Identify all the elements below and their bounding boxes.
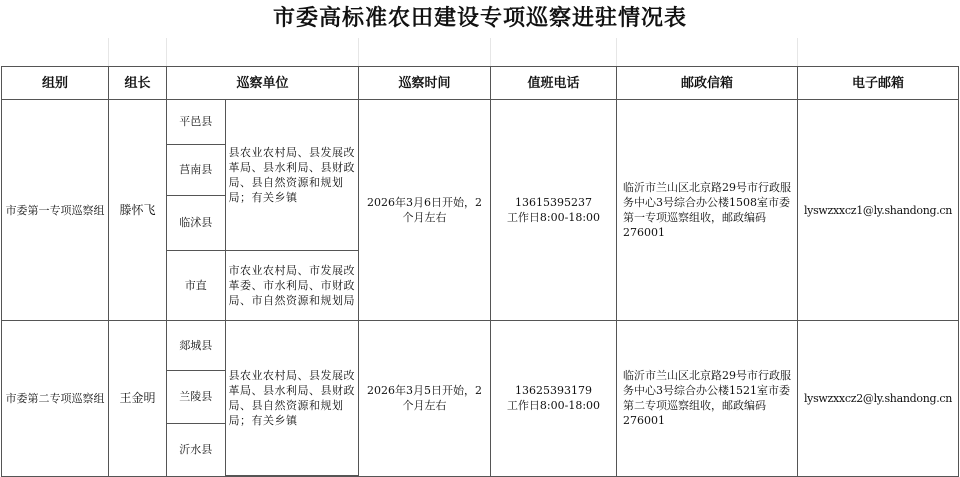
units-cell bbox=[167, 321, 359, 477]
group-name: 市委第二专项巡察组 bbox=[2, 321, 109, 477]
inspection-time: 2026年3月5日开始，2个月左右 bbox=[359, 321, 491, 477]
header-postal: 邮政信箱 bbox=[617, 67, 798, 100]
county-cell: 兰陵县 bbox=[167, 370, 225, 423]
county-cell: 市直 bbox=[167, 250, 225, 320]
page-title: 市委高标准农田建设专项巡察进驻情况表 bbox=[272, 6, 687, 31]
county-cell: 郯城县 bbox=[167, 321, 225, 370]
postal-address: 临沂市兰山区北京路29号市行政服务中心3号综合办公楼1521室市委第二专项巡察组收，邮政编码276001 bbox=[617, 321, 798, 477]
phone-number: 13625393179 bbox=[515, 384, 592, 398]
county-cell: 莒南县 bbox=[167, 144, 225, 195]
county-units-text: 县农业农村局、县发展改革局、县水利局、县财政局、县自然资源和规划局；有关乡镇 bbox=[225, 321, 358, 475]
header-units: 巡察单位 bbox=[167, 67, 359, 100]
group-leader: 王金明 bbox=[109, 321, 167, 477]
phone-cell bbox=[491, 321, 617, 477]
header-time: 巡察时间 bbox=[359, 67, 491, 100]
county-cell: 临沭县 bbox=[167, 195, 225, 250]
header-email: 电子邮箱 bbox=[798, 67, 959, 100]
inspection-table bbox=[1, 66, 959, 477]
county-units-text: 县农业农村局、县发展改革局、县水利局、县财政局、县自然资源和规划局；有关乡镇 bbox=[225, 100, 358, 250]
county-cell: 沂水县 bbox=[167, 423, 225, 475]
inspection-time: 2026年3月6日开始，2个月左右 bbox=[359, 100, 491, 321]
header-phone: 值班电话 bbox=[491, 67, 617, 100]
email-address[interactable]: lyswzxxcz2@ly.shandong.cn bbox=[798, 321, 959, 477]
spacer-row bbox=[0, 38, 960, 66]
phone-hours: 工作日8:00-18:00 bbox=[506, 211, 601, 224]
table-row-group-2 bbox=[2, 321, 959, 477]
county-cell: 平邑县 bbox=[167, 100, 225, 144]
email-address[interactable]: lyswzxxcz1@ly.shandong.cn bbox=[798, 100, 959, 321]
header-leader: 组长 bbox=[109, 67, 167, 100]
units-nested-table bbox=[167, 321, 358, 476]
group-name: 市委第一专项巡察组 bbox=[2, 100, 109, 321]
phone-number: 13615395237 bbox=[515, 196, 592, 209]
header-row bbox=[2, 67, 959, 100]
table-row-group-1 bbox=[2, 100, 959, 321]
city-units-text: 市农业农村局、市发展改革委、市水利局、市财政局、市自然资源和规划局 bbox=[225, 250, 358, 320]
group-leader: 滕怀飞 bbox=[109, 100, 167, 321]
header-group: 组别 bbox=[2, 67, 109, 100]
phone-hours: 工作日8:00-18:00 bbox=[506, 399, 601, 413]
units-cell bbox=[167, 100, 359, 321]
postal-address: 临沂市兰山区北京路29号市行政服务中心3号综合办公楼1508室市委第一专项巡察组收，邮政编码276001 bbox=[617, 100, 798, 321]
units-nested-table bbox=[167, 100, 358, 320]
phone-cell bbox=[491, 100, 617, 321]
